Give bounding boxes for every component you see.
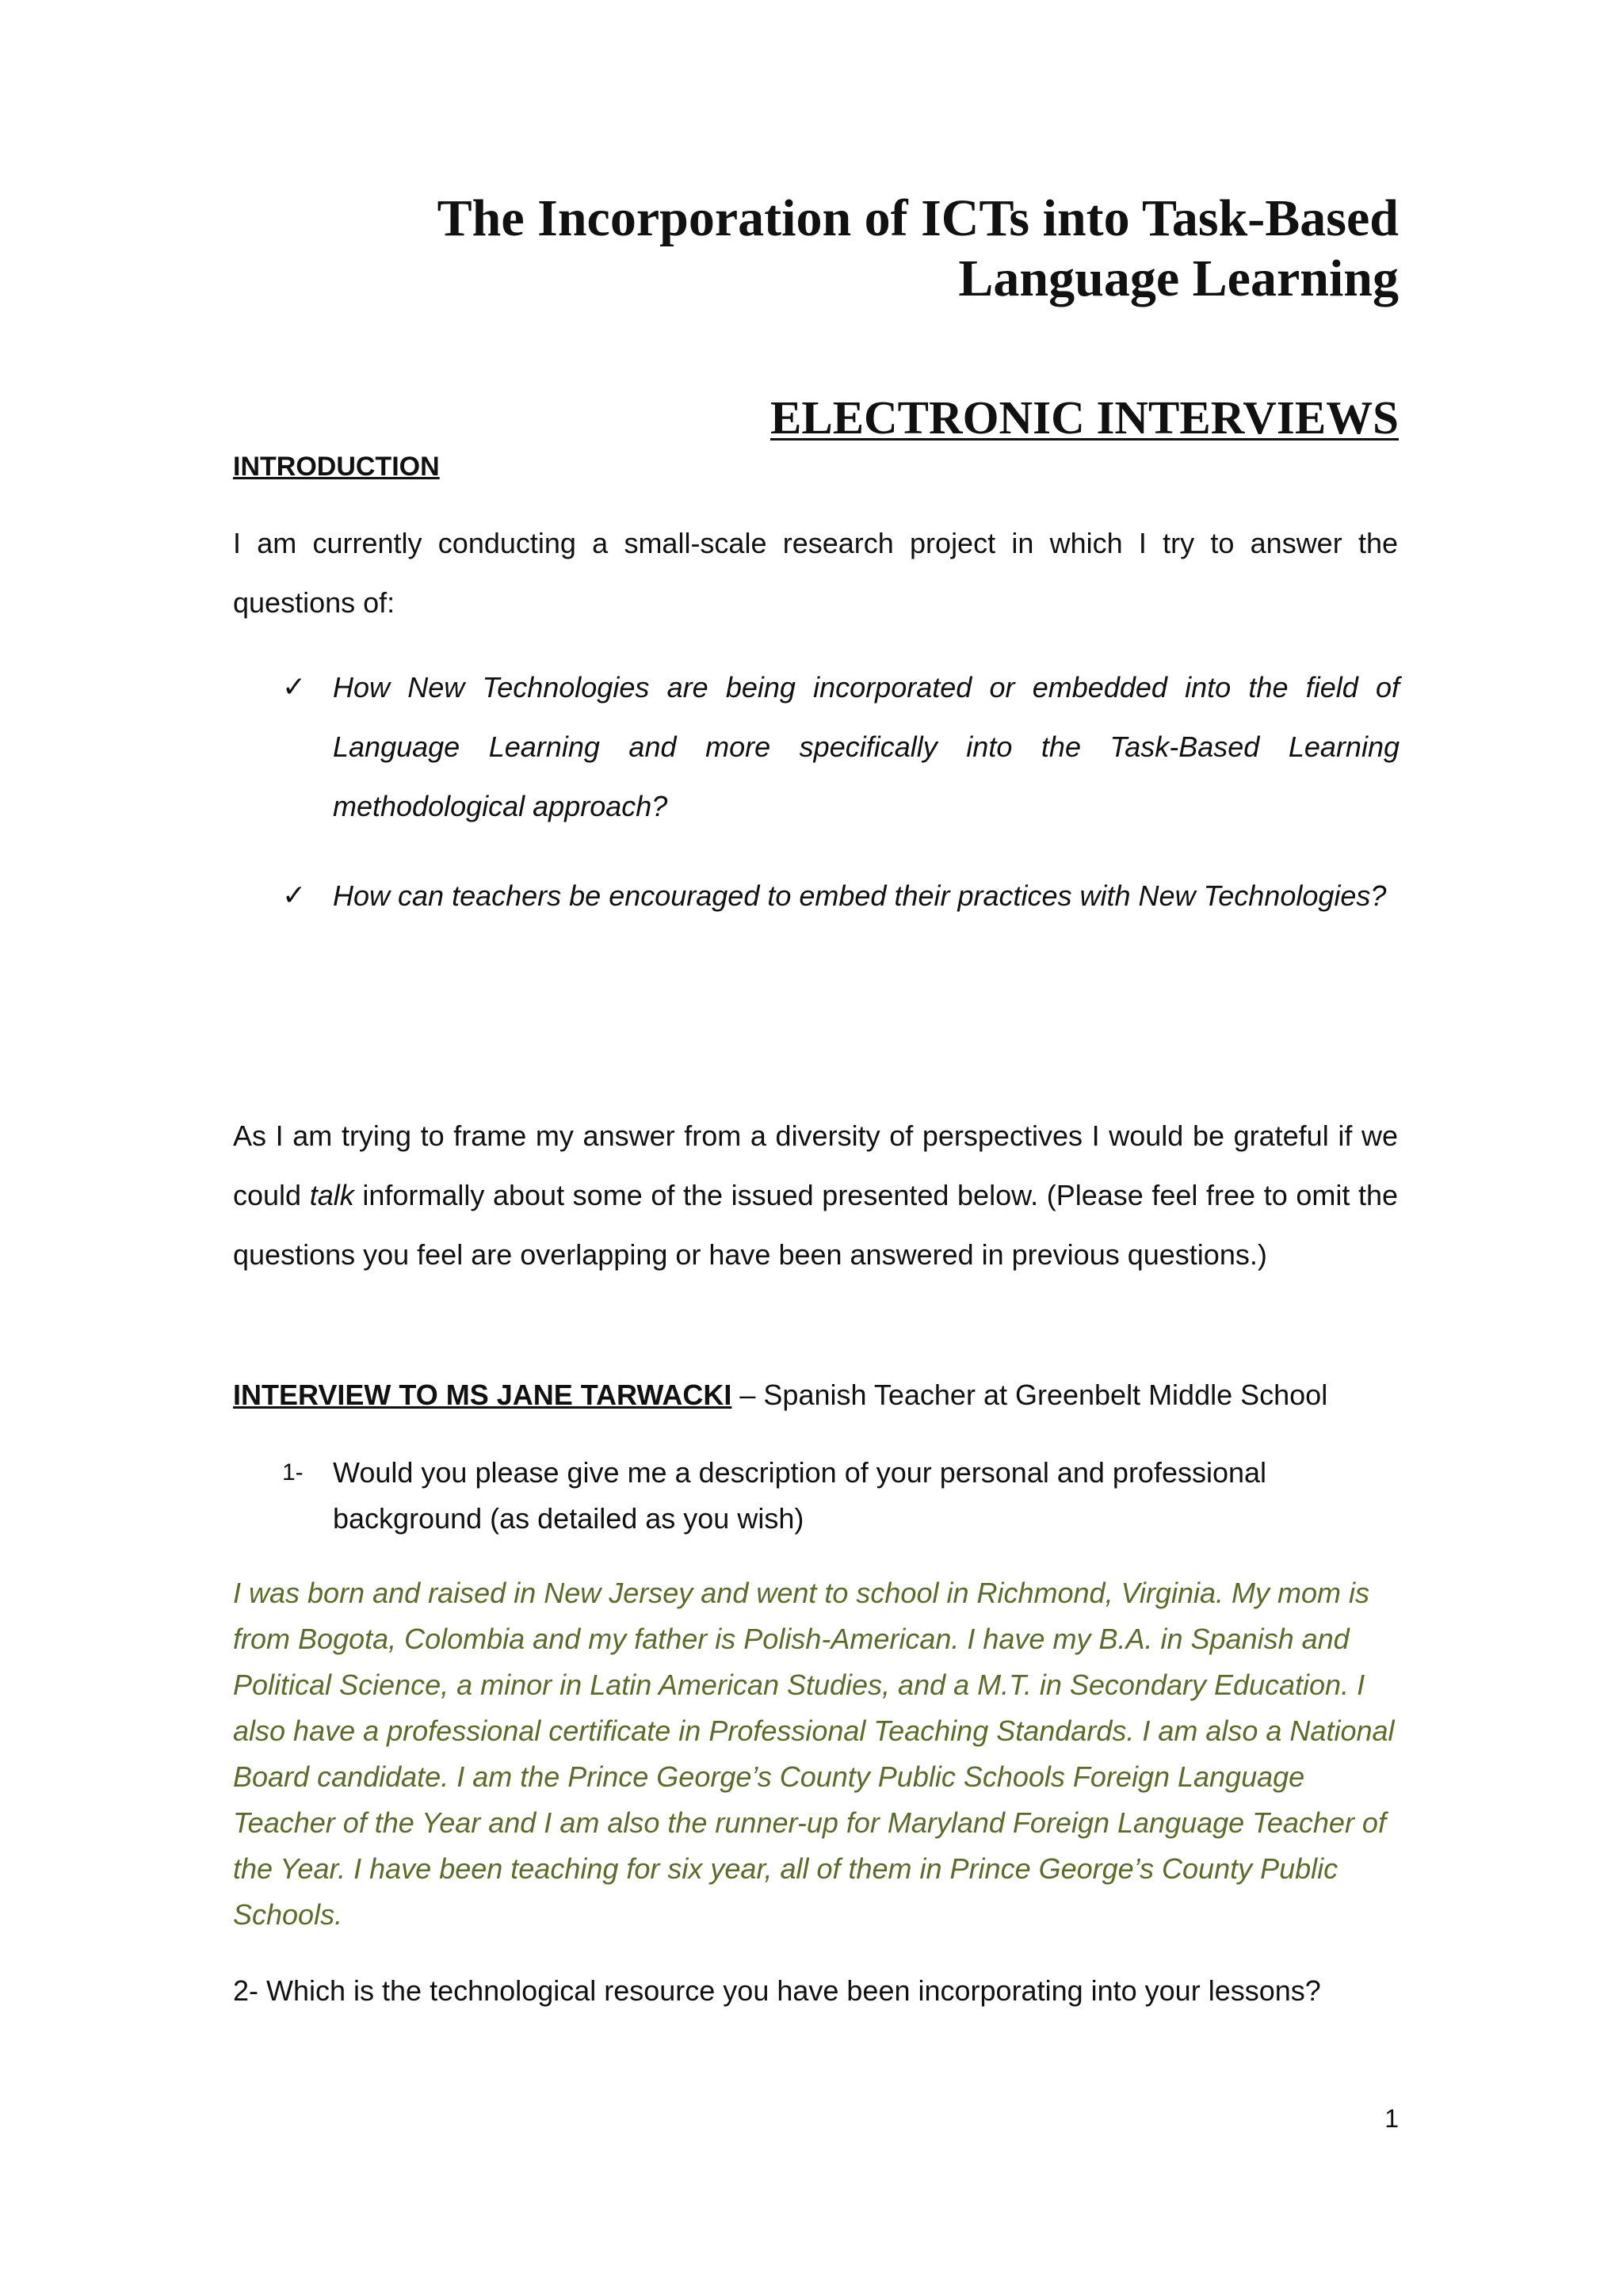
interviewee-role: – Spanish Teacher at Greenbelt Middle School	[731, 1379, 1328, 1411]
checkmark-icon: ✓	[282, 879, 307, 912]
document-title	[238, 189, 1399, 309]
intro-paragraph: I am currently conducting a small-scale research project in which I try to answer the questions of:	[233, 527, 1398, 619]
framing-paragraph	[233, 1106, 1398, 1284]
framing-emphasis: talk	[309, 1179, 354, 1211]
framing-text-part-1: As I am trying to frame my answer from a diversity of perspectives I would be grateful if we could	[233, 1119, 1398, 1211]
question-1-number: 1-	[282, 1459, 304, 1486]
introduction-label: INTRODUCTION	[233, 452, 440, 482]
question-1-text: Would you please give me a description of your personal and professional background (as detailed as you wish)	[333, 1456, 1267, 1535]
checkmark-icon: ✓	[282, 671, 307, 704]
bullet-text: How can teachers be encouraged to embed their practices with New Technologies?	[333, 879, 1387, 912]
interviewee-name: INTERVIEW TO MS JANE TARWACKI	[233, 1379, 732, 1411]
title-line-1: The Incorporation of ICTs into Task-Based	[437, 189, 1399, 247]
framing-text-part-2: informally about some of the issued presented below. (Please feel free to omit the questions you feel are overlapping or have been answered in previous questions.)	[233, 1179, 1398, 1271]
question-2: 2- Which is the technological resource you have been incorporating into your lessons?	[233, 1974, 1321, 2007]
section-heading: ELECTRONIC INTERVIEWS	[770, 391, 1399, 444]
question-1	[282, 1450, 1392, 1542]
title-line-2: Language Learning	[958, 250, 1399, 307]
page-number: 1	[1384, 2104, 1399, 2133]
answer-1: I was born and raised in New Jersey and went to school in Richmond, Virginia. My mom is from Bogota, Colombia and my father is Polish-American. I have my B.A. in Spanish and Political Science, a minor in Latin American Studies, and a M.T. in Secondary Education. I also have a professional certificate in Professional Teaching Standards. I am also a National Board candidate. I am the Prince George’s County Public Schools Foreign Language Teacher of the Year and I am also the runner-up for Maryland Foreign Language Teacher of the Year. I have been teaching for six year, all of them in Prince George’s County Public Schools.	[233, 1577, 1395, 1931]
bullet-item	[282, 866, 1400, 925]
bullet-item	[282, 658, 1400, 836]
bullet-text: How New Technologies are being incorporated or embedded into the field of Language Learning and more specifically into the Task-Based Learning methodological approach?	[333, 671, 1400, 822]
interview-heading	[233, 1373, 1406, 1417]
